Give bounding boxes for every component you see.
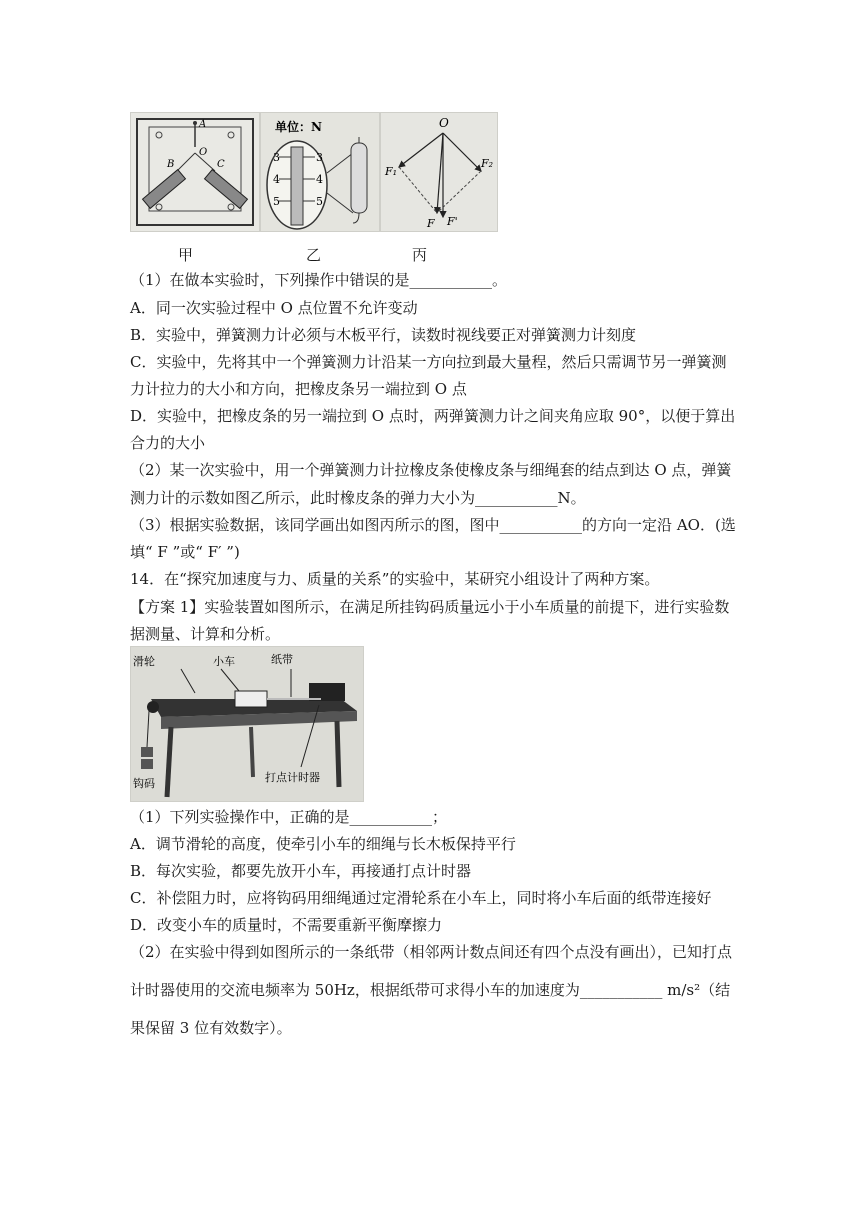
left-tick-3: 3: [273, 151, 280, 164]
q14-title: 14．在“探究加速度与力、质量的关系”的实验中，某研究小组设计了两种方案。: [130, 570, 660, 588]
label-tape: 纸带: [271, 653, 293, 666]
q14-part2-line1: （2）在实验中得到如图所示的一条纸带（相邻两计数点间还有四个点没有画出），已知打点: [130, 943, 733, 961]
right-tick-3: 3: [316, 151, 323, 164]
label-cart: 小车: [213, 655, 235, 668]
q13-part2-line1: （2）某一次实验中，用一个弹簧测力计拉橡皮条使橡皮条与细绳套的结点到达 O 点，弹簧: [130, 461, 732, 479]
label-f: F: [427, 217, 435, 230]
q14-option-a: A．调节滑轮的高度，使牵引小车的细绳与长木板保持平行: [130, 835, 516, 853]
figure-bing-drawing: [381, 113, 497, 231]
caption-jia: 甲: [178, 246, 194, 264]
q13-part1: （1）在做本实验时，下列操作中错误的是___________。: [130, 271, 508, 289]
q13-part3-line2: 填“ F ”或“ F′ ”): [130, 543, 240, 561]
label-f-prime: F': [447, 215, 458, 228]
label-timer: 打点计时器: [265, 771, 320, 784]
label-f2: F₂: [481, 157, 494, 170]
q13-part3-line1: （3）根据实验数据，该同学画出如图丙所示的图，图中___________的方向一定沿 AO．(选: [130, 516, 736, 534]
figure-jia-drawing: [131, 113, 259, 231]
q14-part2-line2: 计时器使用的交流电频率为 50Hz，根据纸带可求得小车的加速度为___________ m/s²（结: [130, 981, 731, 999]
q13-option-b: B．实验中，弹簧测力计必须与木板平行，读数时视线要正对弹簧测力计刻度: [130, 326, 637, 344]
left-tick-4: 4: [273, 173, 280, 186]
label-b: B: [167, 159, 175, 170]
q13-option-d-line1: D．实验中，把橡皮条的另一端拉到 O 点时，两弹簧测力计之间夹角应取 90°，以便于算出: [130, 407, 736, 425]
figure-bing: [380, 112, 498, 232]
label-pulley: 滑轮: [133, 655, 155, 668]
figure-yi-drawing: [261, 113, 379, 231]
q14-plan1-line1: 【方案 1】实验装置如图所示，在满足所挂钩码质量远小于小车质量的前提下，进行实验数: [130, 598, 730, 616]
apparatus-figure: [130, 646, 364, 802]
caption-bing: 丙: [412, 246, 428, 264]
label-a: A: [199, 119, 207, 130]
q14-part2-line3: 果保留 3 位有效数字）。: [130, 1019, 292, 1037]
label-weights: 钩码: [133, 777, 155, 790]
q13-option-a: A．同一次实验过程中 O 点位置不允许变动: [130, 299, 418, 317]
label-c: C: [217, 159, 225, 170]
label-f1: F₁: [385, 165, 398, 178]
q14-plan1-line2: 据测量、计算和分析。: [130, 625, 281, 643]
q13-option-c-line1: C．实验中，先将其中一个弹簧测力计沿某一方向拉到最大量程，然后只需调节另一弹簧测: [130, 353, 727, 371]
right-tick-4: 4: [316, 173, 323, 186]
q13-option-c-line2: 力计拉力的大小和方向，把橡皮条另一端拉到 O 点: [130, 380, 467, 398]
q14-part1: （1）下列实验操作中，正确的是___________；: [130, 808, 448, 826]
label-o: O: [199, 147, 208, 158]
unit-title: 单位：N: [275, 120, 322, 134]
q13-part2-line2: 测力计的示数如图乙所示，此时橡皮条的弹力大小为___________N。: [130, 489, 586, 507]
q13-option-d-line2: 合力的大小: [130, 434, 206, 452]
apparatus-drawing: [131, 647, 363, 801]
caption-yi: 乙: [306, 246, 322, 264]
label-o: O: [439, 116, 449, 130]
right-tick-5: 5: [316, 195, 323, 208]
figure-jia: [130, 112, 260, 232]
figure-yi: [260, 112, 380, 232]
q14-option-d: D．改变小车的质量时，不需要重新平衡摩擦力: [130, 916, 443, 934]
q14-option-c: C．补偿阻力时，应将钩码用细绳通过定滑轮系在小车上，同时将小车后面的纸带连接好: [130, 889, 712, 907]
left-tick-5: 5: [273, 195, 280, 208]
q14-option-b: B．每次实验，都要先放开小车，再接通打点计时器: [130, 862, 472, 880]
